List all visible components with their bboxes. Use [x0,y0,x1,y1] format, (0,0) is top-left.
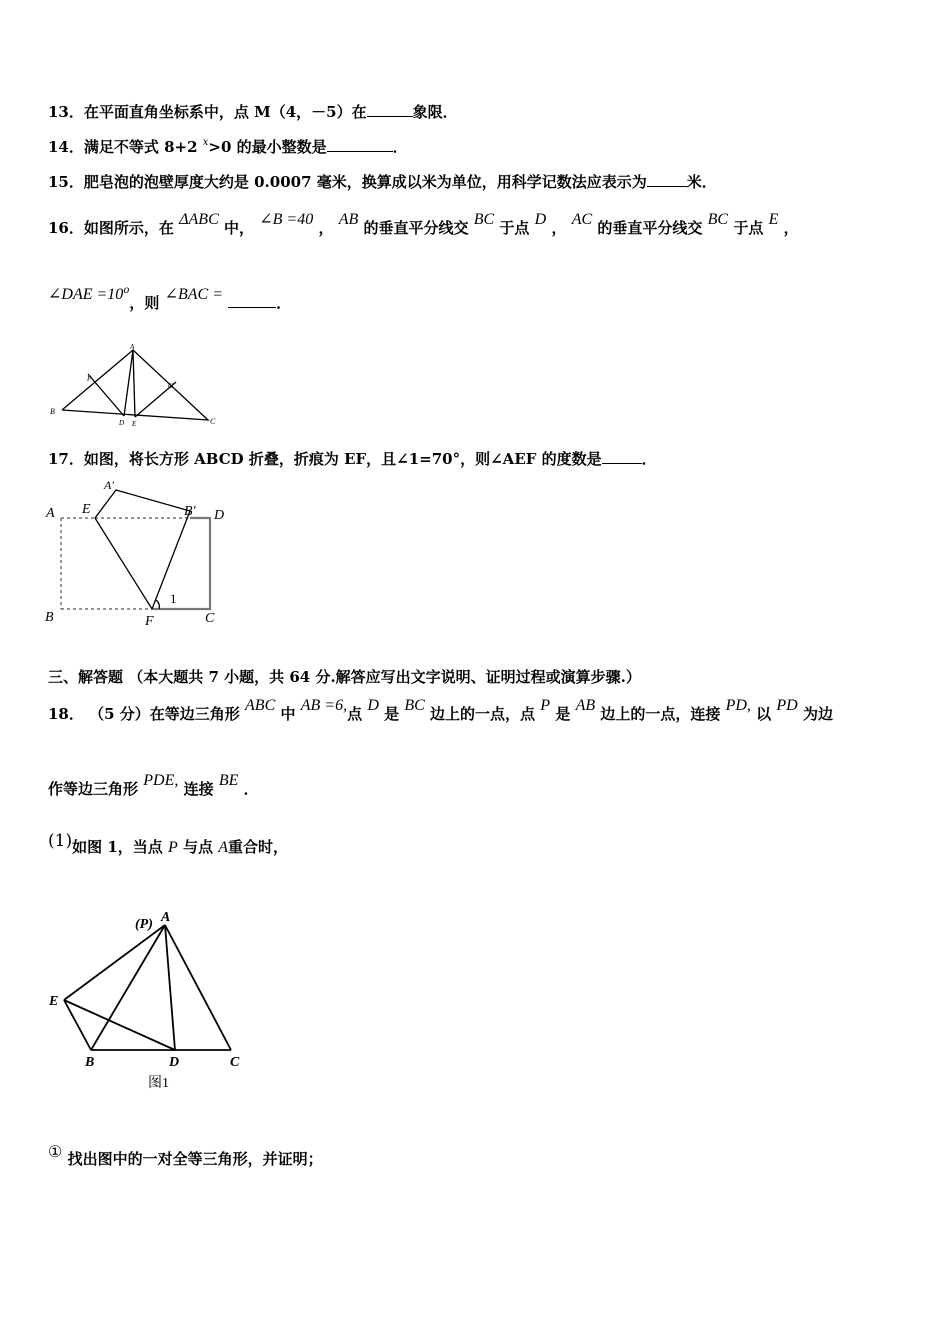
folded-edge-ea1b1 [95,490,190,518]
sub-question-1: ① 找出图中的一对全等三角形，并证明； [48,1142,323,1168]
label-a: A [46,506,55,521]
segment-ab [91,925,165,1050]
perp-bisector-ab [88,374,124,416]
answer-blank[interactable] [602,449,642,464]
question-15: 15．肥皂泡的泡壁厚度大约是 0.0007 毫米，换算成以米为单位，用科学记数法应表示为 米． [48,173,717,191]
figure-1 [44,900,254,1095]
answer-blank[interactable] [327,137,393,152]
label-d: D [119,419,125,427]
label-d: D [214,508,225,523]
label-p: (P) [135,917,153,932]
segment-eb [64,1000,91,1050]
question-13: 13．在平面直角坐标系中，点 M（4，－5）在 象限． [48,103,458,121]
answer-blank[interactable] [228,293,276,308]
segment-ed [64,1000,175,1050]
question-16: 16．如图所示，在 ΔABC 中， ∠B =40 ， AB 的垂直平分线交 BC 于点 D ， AC 的垂直平分线交 BC 于点 E ， [48,211,799,237]
segment-ae [133,350,135,417]
label-c: C [210,417,216,426]
figure-caption: 图1 [148,1076,169,1091]
question-17: 17．如图，将长方形 ABCD 折叠，折痕为 EF，且∠1=70°，则∠AEF 的度数是 ． [48,450,657,468]
answer-blank[interactable] [647,172,687,187]
label-b: B [50,407,55,416]
label-a-prime: A′ [104,478,114,492]
label-b: B [45,610,54,625]
label-e: E [82,502,91,517]
question-14: 14．满足不等式 8+2 $^x$>0 的最小整数是 ． [48,137,408,156]
crease-ef [95,518,152,609]
figure-17 [40,475,250,630]
label-f: F [87,375,92,383]
label-c: C [230,1055,240,1070]
rect-solid-part [152,518,210,609]
label-e: E [49,994,59,1009]
answer-blank[interactable] [367,102,413,117]
label-b-prime: B′ [184,504,196,519]
label-d: D [169,1055,180,1070]
label-b: B [85,1055,95,1070]
label-e: E [132,420,137,428]
segment-ad [165,925,175,1050]
label-angle-1: 1 [170,591,177,606]
segment-ad [124,350,133,416]
part-1: (1)如图 1，当点 P 与点 A重合时， [48,831,289,856]
label-a: A [130,343,135,351]
label-g: G [168,382,174,390]
segment-ac [165,925,231,1050]
segment-ea [64,925,165,1000]
label-a: A [161,910,171,925]
question-18-line2: 作等边三角形 PDE, 连接 BE ． [48,772,259,798]
figure-16 [40,340,220,430]
label-c: C [205,611,215,626]
question-18: 18． （5 分）在等边三角形 ABC 中 AB =6,点 D 是 BC 边上的一点，点 P 是 AB 边上的一点，连接 PD, 以 PD 为边 [48,697,833,723]
question-16-line2: ∠DAE $=10^o$，则 ∠BAC = ． [48,285,292,312]
label-f: F [145,614,154,629]
angle-1-arc [156,600,159,609]
section-3-header: 三、解答题 （本大题共 7 小题，共 64 分.解答应写出文字说明、证明过程或演算步骤.） [48,668,641,686]
